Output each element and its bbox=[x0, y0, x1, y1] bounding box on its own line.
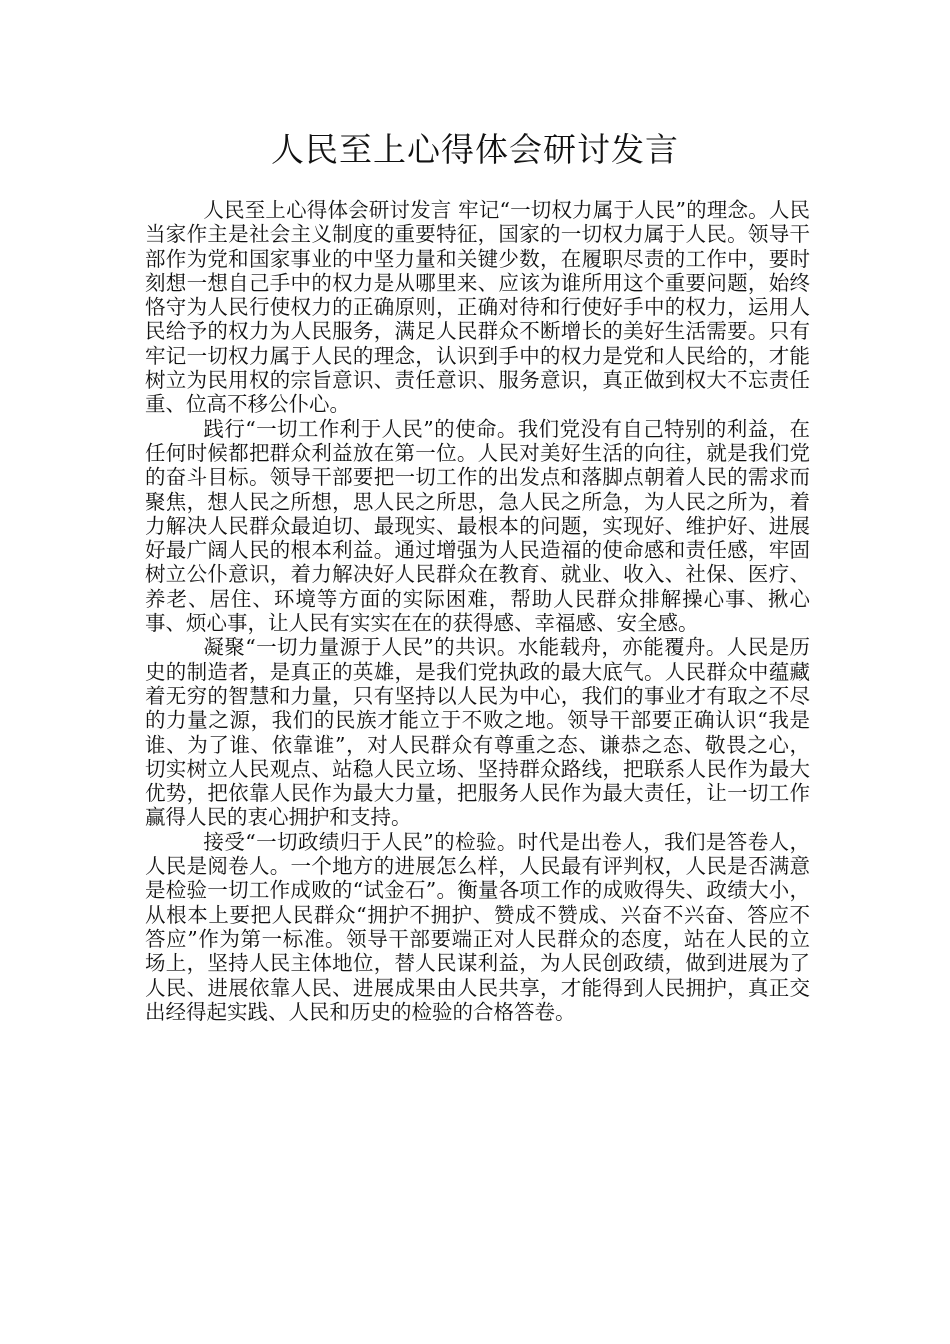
paragraph-2: 践行“一切工作利于人民”的使命。我们党没有自己特别的利益，在任何时候都把群众利益放在第一位。人民对美好生活的向往，就是我们党的奋斗目标。领导干部要把一切工作的出发点和落脚点朝着人民的需求而聚焦，想人民之所想，思人民之所思，急人民之所急，为人民之所为，着力解决人民群众最迫切、最现实、最根本的问题，实现好、维护好、进展好最广阔人民的根本利益。通过增强为人民造福的使命感和责任感，牢固树立公仆意识，着力解决好人民群众在教育、就业、收入、社保、医疗、养老、居住、环境等方面的实际困难，帮助人民群众排解操心事、揪心事、烦心事，让人民有实实在在的获得感、幸福感、安全感。 bbox=[145, 416, 810, 636]
document-title: 人民至上心得体会研讨发言 bbox=[271, 130, 679, 169]
paragraph-1: 人民至上心得体会研讨发言 牢记“一切权力属于人民”的理念。人民当家作主是社会主义制度的重要特征，国家的一切权力属于人民。领导干部作为党和国家事业的中坚力量和关键少数，在履职尽责的工作中，要时刻想一想自己手中的权力是从哪里来、应该为谁所用这个重要问题，始终恪守为人民行使权力的正确原则，正确对待和行使好手中的权力，运用人民给予的权力为人民服务，满足人民群众不断增长的美好生活需要。只有牢记一切权力属于人民的理念，认识到手中的权力是党和人民给的，才能树立为民用权的宗旨意识、责任意识、服务意识，真正做到权大不忘责任重、位高不移公仆心。 bbox=[145, 198, 810, 417]
document-body bbox=[145, 198, 810, 1024]
paragraph-3: 凝聚“一切力量源于人民”的共识。水能载舟，亦能覆舟。人民是历史的制造者，是真正的英雄，是我们党执政的最大底气。人民群众中蕴藏着无穷的智慧和力量，只有坚持以人民为中心，我们的事业才有取之不尽的力量之源，我们的民族才能立于不败之地。领导干部要正确认识“我是谁、为了谁、依靠谁”，对人民群众有尊重之态、谦恭之态、敬畏之心，切实树立人民观点、站稳人民立场、坚持群众路线，把联系人民作为最大优势，把依靠人民作为最大力量，把服务人民作为最大责任，让一切工作赢得人民的衷心拥护和支持。 bbox=[145, 635, 810, 830]
paragraph-4: 接受“一切政绩归于人民”的检验。时代是出卷人，我们是答卷人，人民是阅卷人。一个地方的进展怎么样，人民最有评判权，人民是否满意是检验一切工作成败的“试金石”。衡量各项工作的成败得失、政绩大小，从根本上要把人民群众“拥护不拥护、赞成不赞成、兴奋不兴奋、答应不答应”作为第一标准。领导干部要端正对人民群众的态度，站在人民的立场上，坚持人民主体地位，替人民谋利益，为人民创政绩，做到进展为了人民、进展依靠人民、进展成果由人民共享，才能得到人民拥护，真正交出经得起实践、人民和历史的检验的合格答卷。 bbox=[145, 829, 810, 1024]
